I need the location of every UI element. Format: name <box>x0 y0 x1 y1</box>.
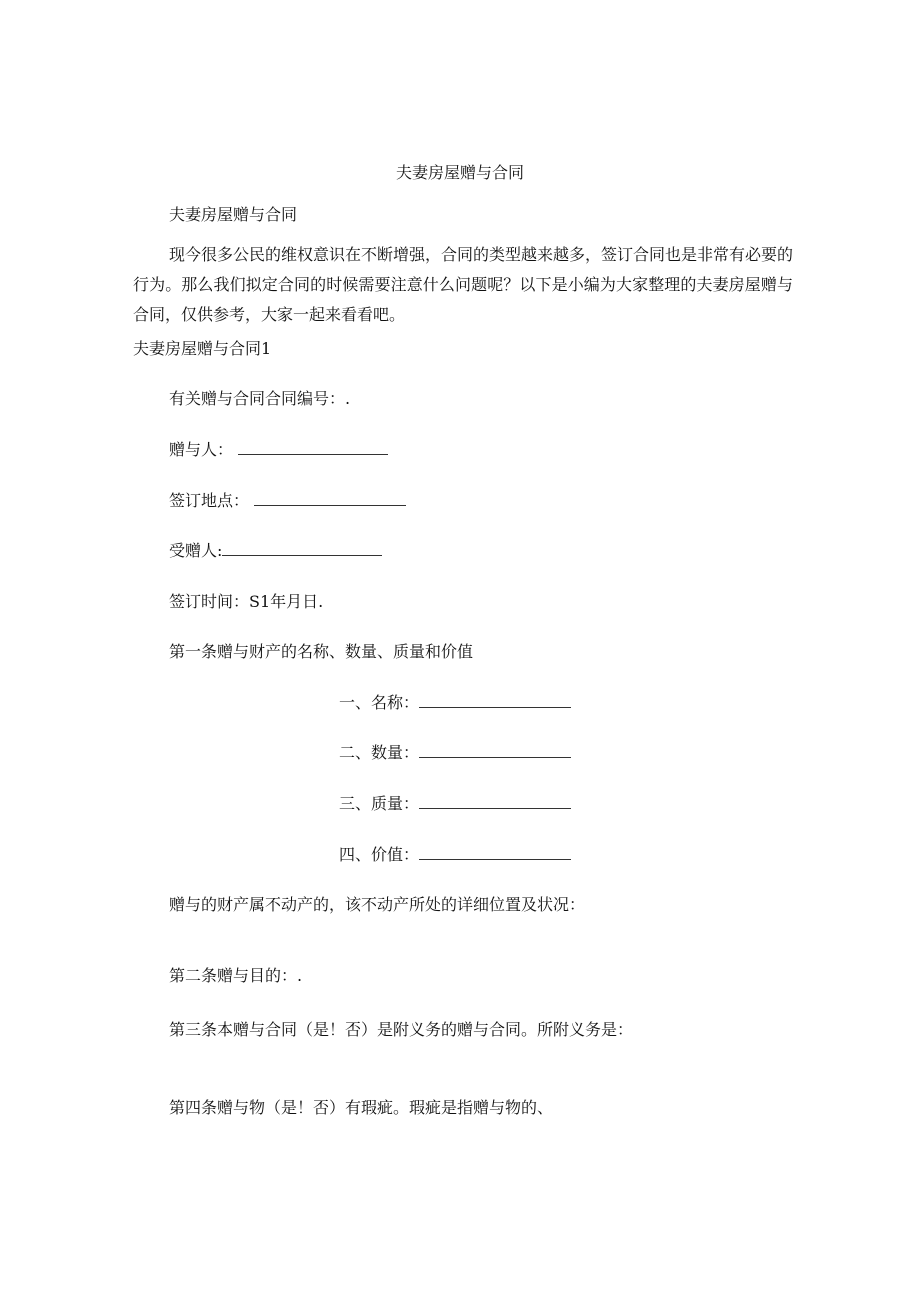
donor-label: 赠与人： <box>169 440 234 459</box>
donor-line <box>169 440 388 460</box>
item-quality-label: 三、质量： <box>339 794 420 813</box>
item-quantity-line <box>339 743 571 763</box>
item-value-blank <box>419 845 571 860</box>
item-value-line <box>339 845 571 865</box>
real-estate-note: 赠与的财产属不动产的，该不动产所处的详细位置及状况： <box>169 895 586 914</box>
item-quantity-blank <box>419 743 571 758</box>
item-quantity-label: 二、数量： <box>339 743 420 762</box>
item-name-blank <box>419 693 571 708</box>
item-name-label: 一、名称： <box>339 693 420 712</box>
document-subtitle: 夫妻房屋赠与合同 <box>169 205 298 224</box>
document-title: 夫妻房屋赠与合同 <box>395 163 524 182</box>
article-4: 第四条赠与物（是！否）有瑕疵。瑕疵是指赠与物的、 <box>169 1098 554 1117</box>
place-label: 签订地点： <box>169 491 250 510</box>
date-line: 签订时间：S1年月日. <box>169 592 324 611</box>
donee-line <box>169 541 382 561</box>
article-2: 第二条赠与目的：. <box>169 966 303 985</box>
article-3: 第三条本赠与合同（是！否）是附义务的赠与合同。所附义务是： <box>169 1020 634 1039</box>
donor-blank <box>238 440 388 455</box>
item-quality-blank <box>419 794 571 809</box>
item-quality-line <box>339 794 571 814</box>
section-heading: 夫妻房屋赠与合同1 <box>133 339 272 358</box>
item-value-label: 四、价值： <box>339 845 420 864</box>
place-blank <box>254 491 406 506</box>
donee-blank <box>222 541 382 556</box>
contract-number-line: 有关赠与合同合同编号：. <box>169 389 351 408</box>
item-name-line <box>339 693 571 713</box>
place-line <box>169 491 406 511</box>
intro-paragraph: 现今很多公民的维权意识在不断增强，合同的类型越来越多，签订合同也是非常有必要的行为。那么我们拟定合同的时候需要注意什么问题呢？以下是小编为大家整理的夫妻房屋赠与合同，仅供参考，大家一起来看看吧。 <box>133 245 794 324</box>
donee-label: 受赠人: <box>169 541 223 560</box>
article-1: 第一条赠与财产的名称、数量、质量和价值 <box>169 642 474 661</box>
